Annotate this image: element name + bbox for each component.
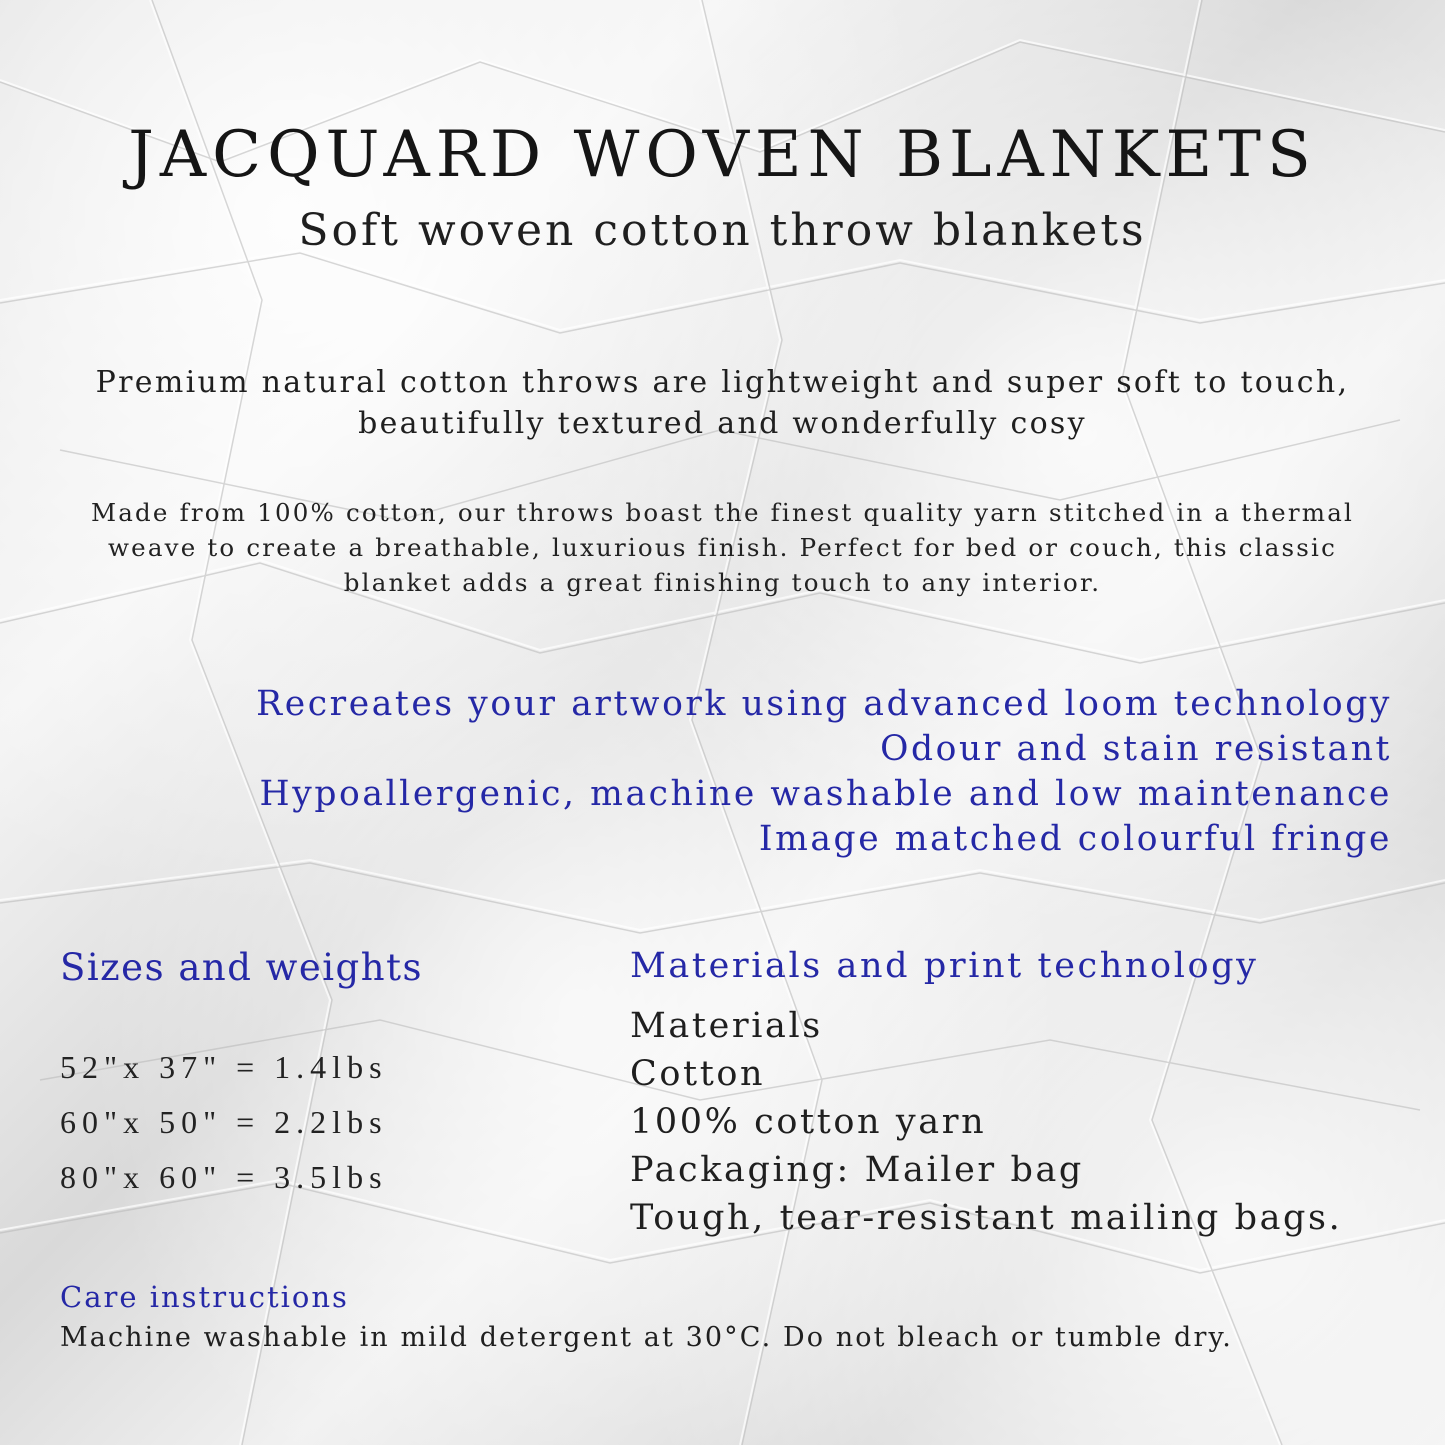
material-item: 100% cotton yarn: [630, 1102, 987, 1142]
material-item: Materials: [630, 1006, 823, 1046]
sizes-list: [60, 1040, 388, 1205]
materials-heading: Materials and print technology: [630, 946, 1259, 986]
intro-paragraph: [0, 362, 1445, 444]
page-title: JACQUARD WOVEN BLANKETS: [128, 118, 1317, 192]
size-item: 60"x 50" = 2.2lbs: [60, 1104, 388, 1140]
page-subtitle: Soft woven cotton throw blankets: [298, 205, 1147, 256]
feature-item: Recreates your artwork using advanced loom technology: [256, 684, 1392, 724]
feature-item: Hypoallergenic, machine washable and low maintenance: [259, 774, 1392, 814]
sizes-heading: Sizes and weights: [60, 946, 423, 989]
material-item: Packaging: Mailer bag: [630, 1150, 1084, 1190]
materials-list: [630, 1002, 1342, 1242]
care-text: Machine washable in mild detergent at 30°C. Do not bleach or tumble dry.: [60, 1322, 1233, 1353]
material-item: Cotton: [630, 1054, 766, 1094]
description-line: weave to create a breathable, luxurious finish. Perfect for bed or couch, this classic: [107, 533, 1338, 562]
care-heading: Care instructions: [60, 1280, 349, 1314]
description-paragraph: [20, 495, 1425, 600]
description-line: blanket adds a great finishing touch to any interior.: [343, 568, 1102, 597]
intro-line: beautifully textured and wonderfully cosy: [358, 406, 1087, 441]
feature-item: Image matched colourful fringe: [758, 819, 1392, 859]
feature-item: Odour and stain resistant: [880, 729, 1392, 769]
size-item: 52"x 37" = 1.4lbs: [60, 1049, 388, 1085]
size-item: 80"x 60" = 3.5lbs: [60, 1159, 388, 1195]
description-line: Made from 100% cotton, our throws boast the finest quality yarn stitched in a thermal: [90, 498, 1355, 527]
intro-line: Premium natural cotton throws are lightweight and super soft to touch,: [95, 365, 1350, 400]
material-item: Tough, tear-resistant mailing bags.: [630, 1198, 1343, 1238]
feature-list: [256, 682, 1392, 862]
